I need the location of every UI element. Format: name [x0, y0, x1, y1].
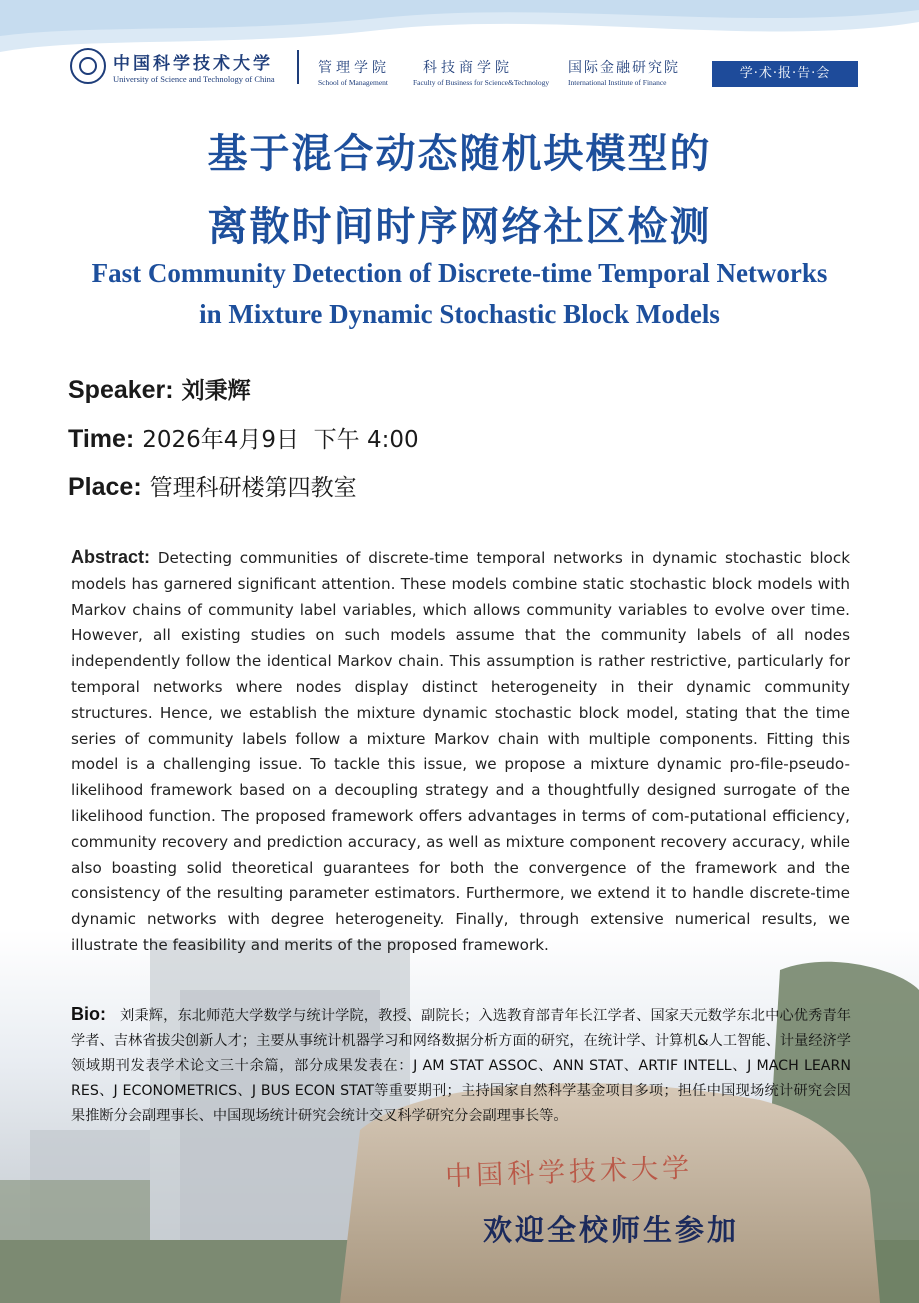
- header-divider: [297, 50, 299, 84]
- place-value: 管理科研楼第四教室: [149, 475, 357, 501]
- school-finance-institute: 国际金融研究院 International Institute of Finance: [568, 60, 680, 87]
- bio-section: [71, 1002, 851, 1129]
- place-row: [68, 469, 357, 502]
- university-name-cn: 中国科学技术大学: [113, 54, 273, 74]
- time-label: Time:: [68, 425, 135, 453]
- university-name-en: University of Science and Technology of China: [113, 74, 275, 84]
- school-management: 管理学院 School of Management: [318, 60, 390, 87]
- stone-inscription: 中国科学技术大学: [444, 1152, 694, 1193]
- welcome-message: 欢迎全校师生参加: [483, 1213, 740, 1247]
- title-en-line2: in Mixture Dynamic Stochastic Block Models: [199, 299, 720, 329]
- seminar-badge: 学·术·报·告·会: [712, 61, 858, 87]
- title-en-line1: Fast Community Detection of Discrete-time Temporal Networks: [91, 258, 828, 288]
- speaker-label: Speaker:: [68, 376, 174, 404]
- abstract-text: Detecting communities of discrete-time temporal networks in dynamic stochastic block models has garnered significant attention. These models combine static stochastic block models with Markov chains of community label variables, which allows community variables to evolve over time. However, all existing studies on such models assume that the community labels of all nodes independently follow the identical Markov chain. This assumption is rather restrictive, particularly for temporal networks where nodes display distinct heterogeneity in their dynamic community structures. Hence, we establish the mixture dynamic stochastic block model, stating that the time series of community labels follow a mixture Markov chain with multiple components. Fitting this model is a challenging issue. To tackle this issue, we propose a mixture dynamic pro-file-pseudo-likelihood framework based on a decoupling strategy and a thoughtfully designed surrogate of the likelihood function. The proposed framework offers advantages in terms of com-putational efficiency, community recovery and prediction accuracy, as well as mixture component recovery accuracy, while also boasting solid theoretical guarantees for both the convergence of the framework and the consistency of the resulting parameter estimators. Furthermore, we extend it to handle discrete-time dynamic networks with degree heterogeneity. Finally, through extensive numerical results, we illustrate the feasibility and merits of the proposed framework.: [71, 549, 850, 954]
- school-business-science-tech: 科技商学院 Faculty of Business for Science&Technology: [413, 60, 550, 87]
- university-seal-icon: [70, 48, 106, 84]
- time-row: [68, 421, 419, 454]
- bio-label: Bio:: [71, 1004, 106, 1024]
- title-cn-line1: 基于混合动态随机块模型的: [207, 131, 712, 177]
- title-cn-line2: 离散时间时序网络社区检测: [207, 204, 712, 250]
- bio-text: 刘秉辉，东北师范大学数学与统计学院，教授、副院长；入选教育部青年长江学者、国家天元数学东北中心优秀青年学者、吉林省拔尖创新人才；主要从事统计机器学习和网络数据分析方面的研究，在统计学、计算机&人工智能、计量经济学领域期刊发表学术论文三十余篇，部分成果发表在：J AM STAT ASSOC、ANN STAT、ARTIF INTELL、J MACH LEARN RES、J ECONOMETRICS、J BUS ECON STAT等重要期刊；主持国家自然科学基金项目多项；担任中国现场统计研究会因果推断分会副理事长、中国现场统计研究会统计交叉科学研究分会副理事长等。: [71, 1008, 851, 1124]
- abstract-label: Abstract:: [71, 547, 151, 567]
- speaker-name: 刘秉辉: [181, 378, 251, 404]
- place-label: Place:: [68, 473, 142, 501]
- time-value: 2026年4月9日 下午 4:00: [142, 427, 419, 453]
- abstract-section: [71, 545, 850, 959]
- speaker-row: [68, 372, 251, 405]
